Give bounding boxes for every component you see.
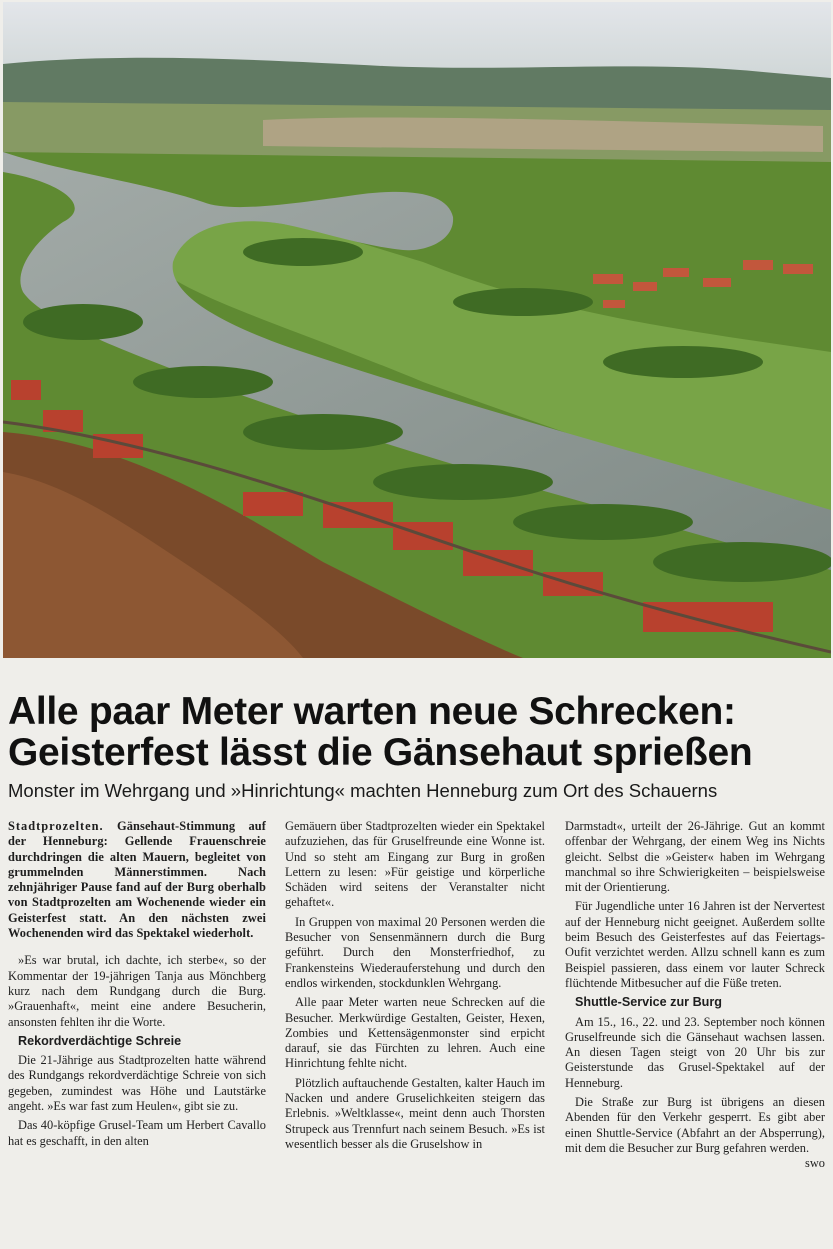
paragraph-3a: Das 40-köpfige Grusel-Team um Herbert Cavallo hat es geschafft, in den alten — [8, 1118, 266, 1148]
lead-text: Gänsehaut-Stimmung auf der Henneburg: Gellende Frauenschreie durchdringen die alten Mauern, begleitet von grummelnden Männerstimmen. Nach zehnjähriger Pause fand auf der Burg oberhalb von Stadtprozelten am Wochenende wieder ein Geisterfest statt. An den nächsten zwei Wochenenden wird das Spektakel wiederholt. — [8, 819, 266, 941]
paragraph-3b: Gemäuern über Stadtprozelten wieder ein Spektakel aufzuziehen, das für Gruselfreunde eine Wonne ist. Und so steht am Eingang zur Burg in großen Lettern zu lesen: »Für geistige und körperliche Schäden wird seitens der Veranstalter nicht gehaftet«. — [285, 819, 545, 910]
paragraph-7: Für Jugendliche unter 16 Jahren ist der Nervertest auf der Henneburg nicht geeignet. Außerdem sollte beim Besuch des Geisterfestes auf das Feiertags-Oufit verzichtet werden. Allzu schnell kann es zum Beispiel passieren, dass einem vor lauter Schreck flüchtende Mitbesucher auf die Füße treten. — [565, 899, 825, 990]
paragraph-2: Die 21-Jährige aus Stadtprozelten hatte während des Rundgangs rekordverdächtige Schreie von sich gegeben, zumindest was Höhe und Lautstärke angeht. »Es war fast zum Heulen«, gibt sie zu. — [8, 1053, 266, 1114]
subheadline: Monster im Wehrgang und »Hinrichtung« machten Henneburg zum Ort des Schauerns — [8, 780, 718, 801]
paragraph-8: Am 15., 16., 22. und 23. September noch können Gruselfreunde sich die Gänsehaut wachsen lassen. An diesen Tagen steigt von 20 Uhr bis zur Geisterstunde das Grusel-Spektakel auf der Henneburg. — [565, 1014, 825, 1090]
dateline: Stadtprozelten. — [8, 819, 104, 833]
article-column-2 — [285, 819, 545, 1156]
paragraph-6b: Darmstadt«, urteilt der 26-Jährige. Gut an kommt offenbar der Wehrgang, der einem Weg ins Nichts gleicht. Selbst die »Geister« haben im Wehrgang manchmal so ihre Schwierigkeiten – beispielsweise mit der Orientierung. — [565, 819, 825, 895]
headline-line-2: Geisterfest lässt die Gänsehaut sprießen — [8, 731, 753, 774]
paragraph-5: Alle paar Meter warten neue Schrecken auf die Besucher. Merkwürdige Gestalten, Geister, Hexen, Zombies und Kettensägenmonster sind erpicht darauf, sie das Fürchten zu lehren. Auch eine Hinrichtung fehlte nicht. — [285, 995, 545, 1071]
section-heading-rekord: Rekordverdächtige Schreie — [18, 1033, 182, 1048]
headline-line-1: Alle paar Meter warten neue Schrecken: — [8, 690, 736, 733]
article-photo — [3, 2, 831, 658]
section-heading-shuttle: Shuttle-Service zur Burg — [575, 995, 722, 1010]
river-landscape-image — [3, 2, 831, 658]
article-column-3 — [565, 819, 825, 1172]
paragraph-9-text: Die Straße zur Burg ist übrigens an diesen Abenden für den Verkehr gesperrt. Es gibt aber einen Shuttle-Service (Abfahrt an der Absperrung), mit dem die Besucher zur Burg gefahren werden. — [565, 1095, 825, 1155]
article-column-1 — [8, 819, 266, 1153]
lead-paragraph — [8, 819, 266, 941]
paragraph-9 — [565, 1095, 825, 1171]
author-signature: swo — [805, 1156, 825, 1171]
paragraph-1: »Es war brutal, ich dachte, ich sterbe«, so der Kommentar der 19-jährigen Tanja aus Mönchberg kurz nach dem Rundgang durch die Burg. »Grauenhaft«, meint eine andere Besucherin, ansonsten fehlten ihr die Worte. — [8, 953, 266, 1029]
paragraph-6a: Plötzlich auftauchende Gestalten, kalter Hauch im Nacken und andere Gruselichkeiten steigern das Erlebnis. »Weltklasse«, meint denn auch Thorsten Strupeck aus Trennfurt nach seinem Besuch. »Es ist wesentlich besser als die Gruselshow in — [285, 1075, 545, 1151]
paragraph-4: In Gruppen von maximal 20 Personen werden die Besucher von Sensenmännern durch die Burg geführt. Durch den Monsterfriedhof, zu Frankensteins Wiederauferstehung und durch den endlos wirkenden, stockdunklen Wehrgang. — [285, 914, 545, 990]
